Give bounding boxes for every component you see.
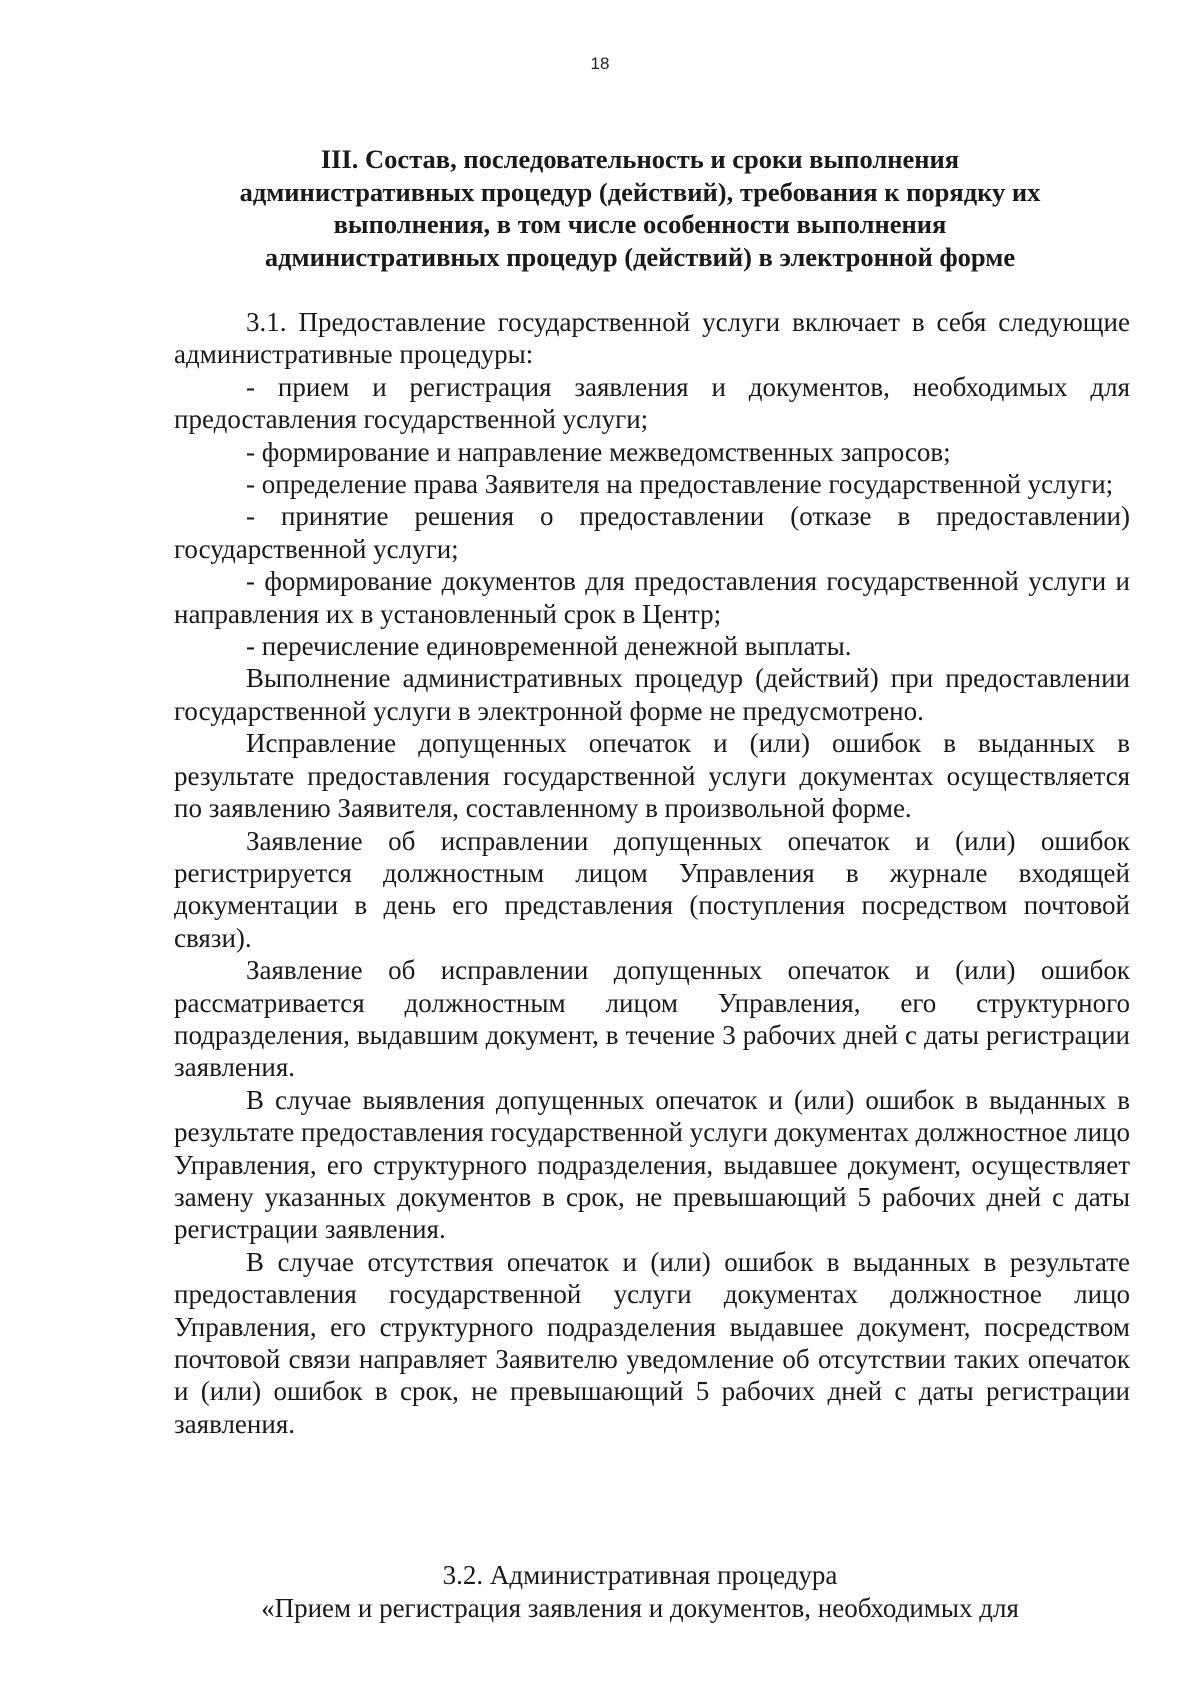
paragraph-intro: 3.1. Предоставление государственной услуги включает в себя следующие административные процедуры: — [174, 307, 1130, 370]
subsection-title-line: «Прием и регистрация заявления и документов, необходимых для — [261, 1593, 1019, 1623]
section-title-line: III. Состав, последовательность и сроки выполнения — [320, 144, 960, 174]
procedure-list-item: - прием и регистрация заявления и документов, необходимых для предоставления государственной услуги; — [174, 371, 1130, 435]
subsection-title-line: 3.2. Административная процедура — [442, 1560, 838, 1590]
page-number: 18 — [590, 54, 610, 73]
subsection-title — [150, 1559, 1130, 1625]
procedure-list-item: - формирование и направление межведомственных запросов; — [246, 436, 951, 467]
paragraph: Исправление допущенных опечаток и (или) ошибок в выданных в результате предоставления государственной услуги документах осуществляется по заявлению Заявителя, составленному в произвольной форме. — [174, 728, 1130, 824]
procedure-list-item: - принятие решения о предоставлении (отказе в предоставлении) государственной услуги; — [174, 501, 1130, 564]
procedure-list-item: - формирование документов для предоставления государственной услуги и направления их в установленный срок в Центр; — [174, 566, 1130, 629]
section-title-line: выполнения, в том числе особенности выполнения — [333, 209, 947, 239]
section-title — [150, 143, 1130, 273]
section-title-line: административных процедур (действий) в электронной форме — [264, 241, 1016, 272]
paragraph: Выполнение административных процедур (действий) при предоставлении государственной услуги в электронной форме не предусмотрено. — [174, 663, 1130, 726]
document-body — [174, 306, 1130, 1440]
paragraph: Заявление об исправлении допущенных опечаток и (или) ошибок рассматривается должностным лицом Управления, его структурного подразделения, выдавшим документ, в течение 3 рабочих дней с даты регистрации заявления. — [174, 955, 1130, 1083]
procedure-list-item: - определение права Заявителя на предоставление государственной услуги; — [246, 469, 1114, 500]
procedure-list-item: - перечисление единовременной денежной выплаты. — [246, 631, 852, 662]
paragraph: В случае выявления допущенных опечаток и (или) ошибок в выданных в результате предоставления государственной услуги документах должностное лицо Управления, его структурного подразделения, выдавшее документ, осуществляет замену указанных документов в срок, не превышающий 5 рабочих дней с даты регистрации заявления. — [174, 1084, 1130, 1245]
section-title-line: административных процедур (действий), требования к порядку их — [239, 176, 1041, 207]
paragraph: Заявление об исправлении допущенных опечаток и (или) ошибок регистрируется должностным лицом Управления в журнале входящей документации в день его представления (поступления посредством почтовой связи). — [174, 825, 1130, 953]
paragraph: В случае отсутствия опечаток и (или) ошибок в выданных в результате предоставления государственной услуги документах должностное лицо Управления, его структурного подразделения выдавшее документ, посредством почтовой связи направляет Заявителю уведомление об отсутствии таких опечаток и (или) ошибок в срок, не превышающий 5 рабочих дней с даты регистрации заявления. — [174, 1246, 1130, 1439]
